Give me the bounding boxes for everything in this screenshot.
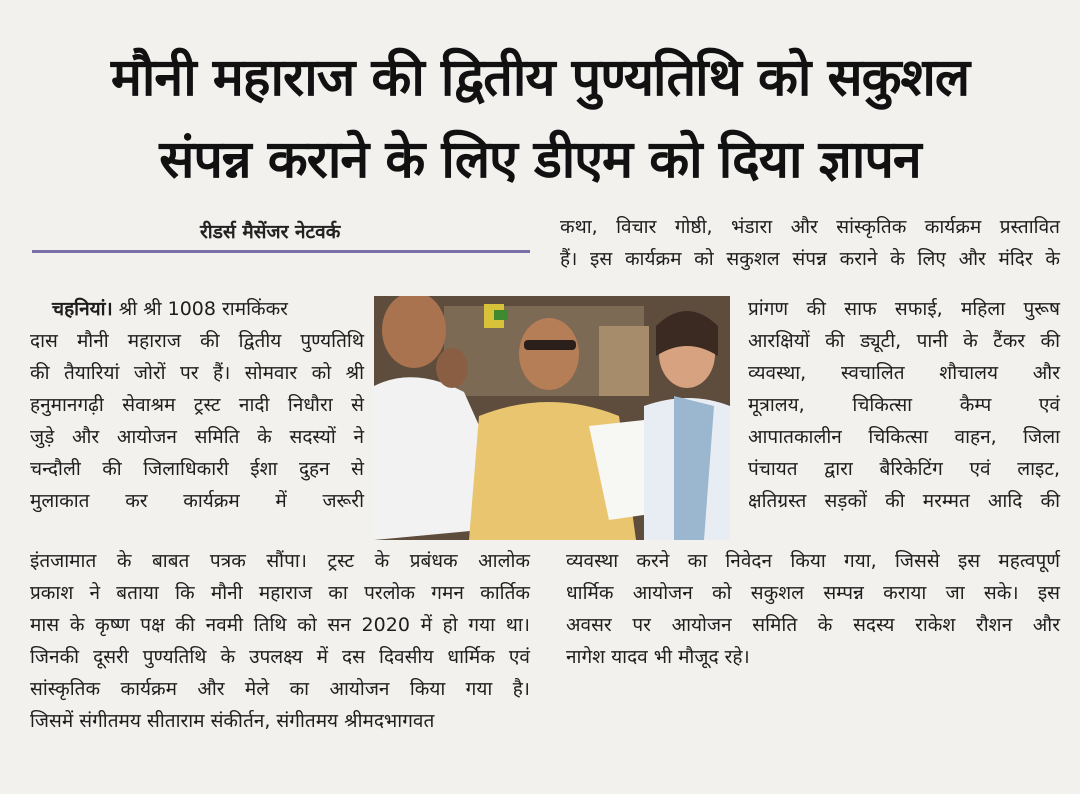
article-line: अवसर पर आयोजन समिति के सदस्य राकेश रौशन और (566, 614, 1060, 636)
article-line: जुड़े और आयोजन समिति के सदस्यों ने (30, 426, 364, 448)
article-line: मुलाकात कर कार्यक्रम में जरूरी (30, 490, 364, 512)
article-line: दास मौनी महाराज की द्वितीय पुण्यतिथि (30, 330, 364, 352)
headline-line-1: मौनी महाराज की द्वितीय पुण्यतिथि को सकुशल (110, 48, 970, 108)
photo-illustration (374, 296, 730, 540)
article-line: हैं। इस कार्यक्रम को सकुशल संपन्न कराने के लिए और मंदिर के (560, 248, 1060, 270)
article-line: क्षतिग्रस्त सड़कों की मरम्मत आदि की (748, 490, 1060, 512)
article-line: प्रकाश ने बताया कि मौनी महाराज का परलोक गमन कार्तिक (30, 582, 530, 604)
article-line: हनुमानगढ़ी सेवाश्रम ट्रस्ट नादी निधौरा से (30, 394, 364, 416)
article-line: श्री श्री 1008 रामकिंकर (112, 298, 288, 320)
article-line: प्रांगण की साफ सफाई, महिला पुरूष (748, 298, 1060, 320)
article-line: नागेश यादव भी मौजूद रहे। (566, 646, 750, 668)
headline-line-2: संपन्न कराने के लिए डीएम को दिया ज्ञापन (159, 130, 921, 190)
article-line: चन्दौली की जिलाधिकारी ईशा दुहन से (30, 458, 364, 480)
article-line: आपातकालीन चिकित्सा वाहन, जिला (748, 426, 1060, 448)
article-line: कथा, विचार गोष्ठी, भंडारा और सांस्कृतिक कार्यक्रम प्रस्तावित (560, 216, 1060, 238)
article-line: की तैयारियां जोरों पर हैं। सोमवार को श्री (30, 362, 364, 384)
article-line: इंतजामात के बाबत पत्रक सौंपा। ट्रस्ट के प्रबंधक आलोक (30, 550, 530, 572)
article-line: व्यवस्था, स्वचालित शौचालय और (748, 362, 1060, 384)
article-line: जिनकी दूसरी पुण्यतिथि के उपलक्ष्य में दस दिवसीय धार्मिक एवं (30, 646, 530, 668)
dateline: चहनियां। (52, 298, 113, 320)
article-line: मास के कृष्ण पक्ष की नवमी तिथि को सन 2020 में हो गया था। (30, 614, 530, 636)
byline-rule (32, 250, 530, 253)
byline: रीडर्स मैसेंजर नेटवर्क (200, 221, 341, 243)
article-line: जिसमें संगीतमय सीताराम संकीर्तन, संगीतमय श्रीमदभागवत (30, 710, 435, 732)
article-line: धार्मिक आयोजन को सकुशल सम्पन्न कराया जा सके। इस (566, 582, 1060, 604)
article-first-line (52, 297, 288, 321)
news-photo (374, 296, 730, 540)
article-line: व्यवस्था करने का निवेदन किया गया, जिससे इस महत्वपूर्ण (566, 550, 1060, 572)
article-line: आरक्षियों की ड्यूटी, पानी के टैंकर की (748, 330, 1060, 352)
article-line: सांस्कृतिक कार्यक्रम और मेले का आयोजन किया गया है। (30, 678, 530, 700)
article-line: पंचायत द्वारा बैरिकेटिंग एवं लाइट, (748, 458, 1060, 480)
article-line: मूत्रालय, चिकित्सा कैम्प एवं (748, 394, 1060, 416)
